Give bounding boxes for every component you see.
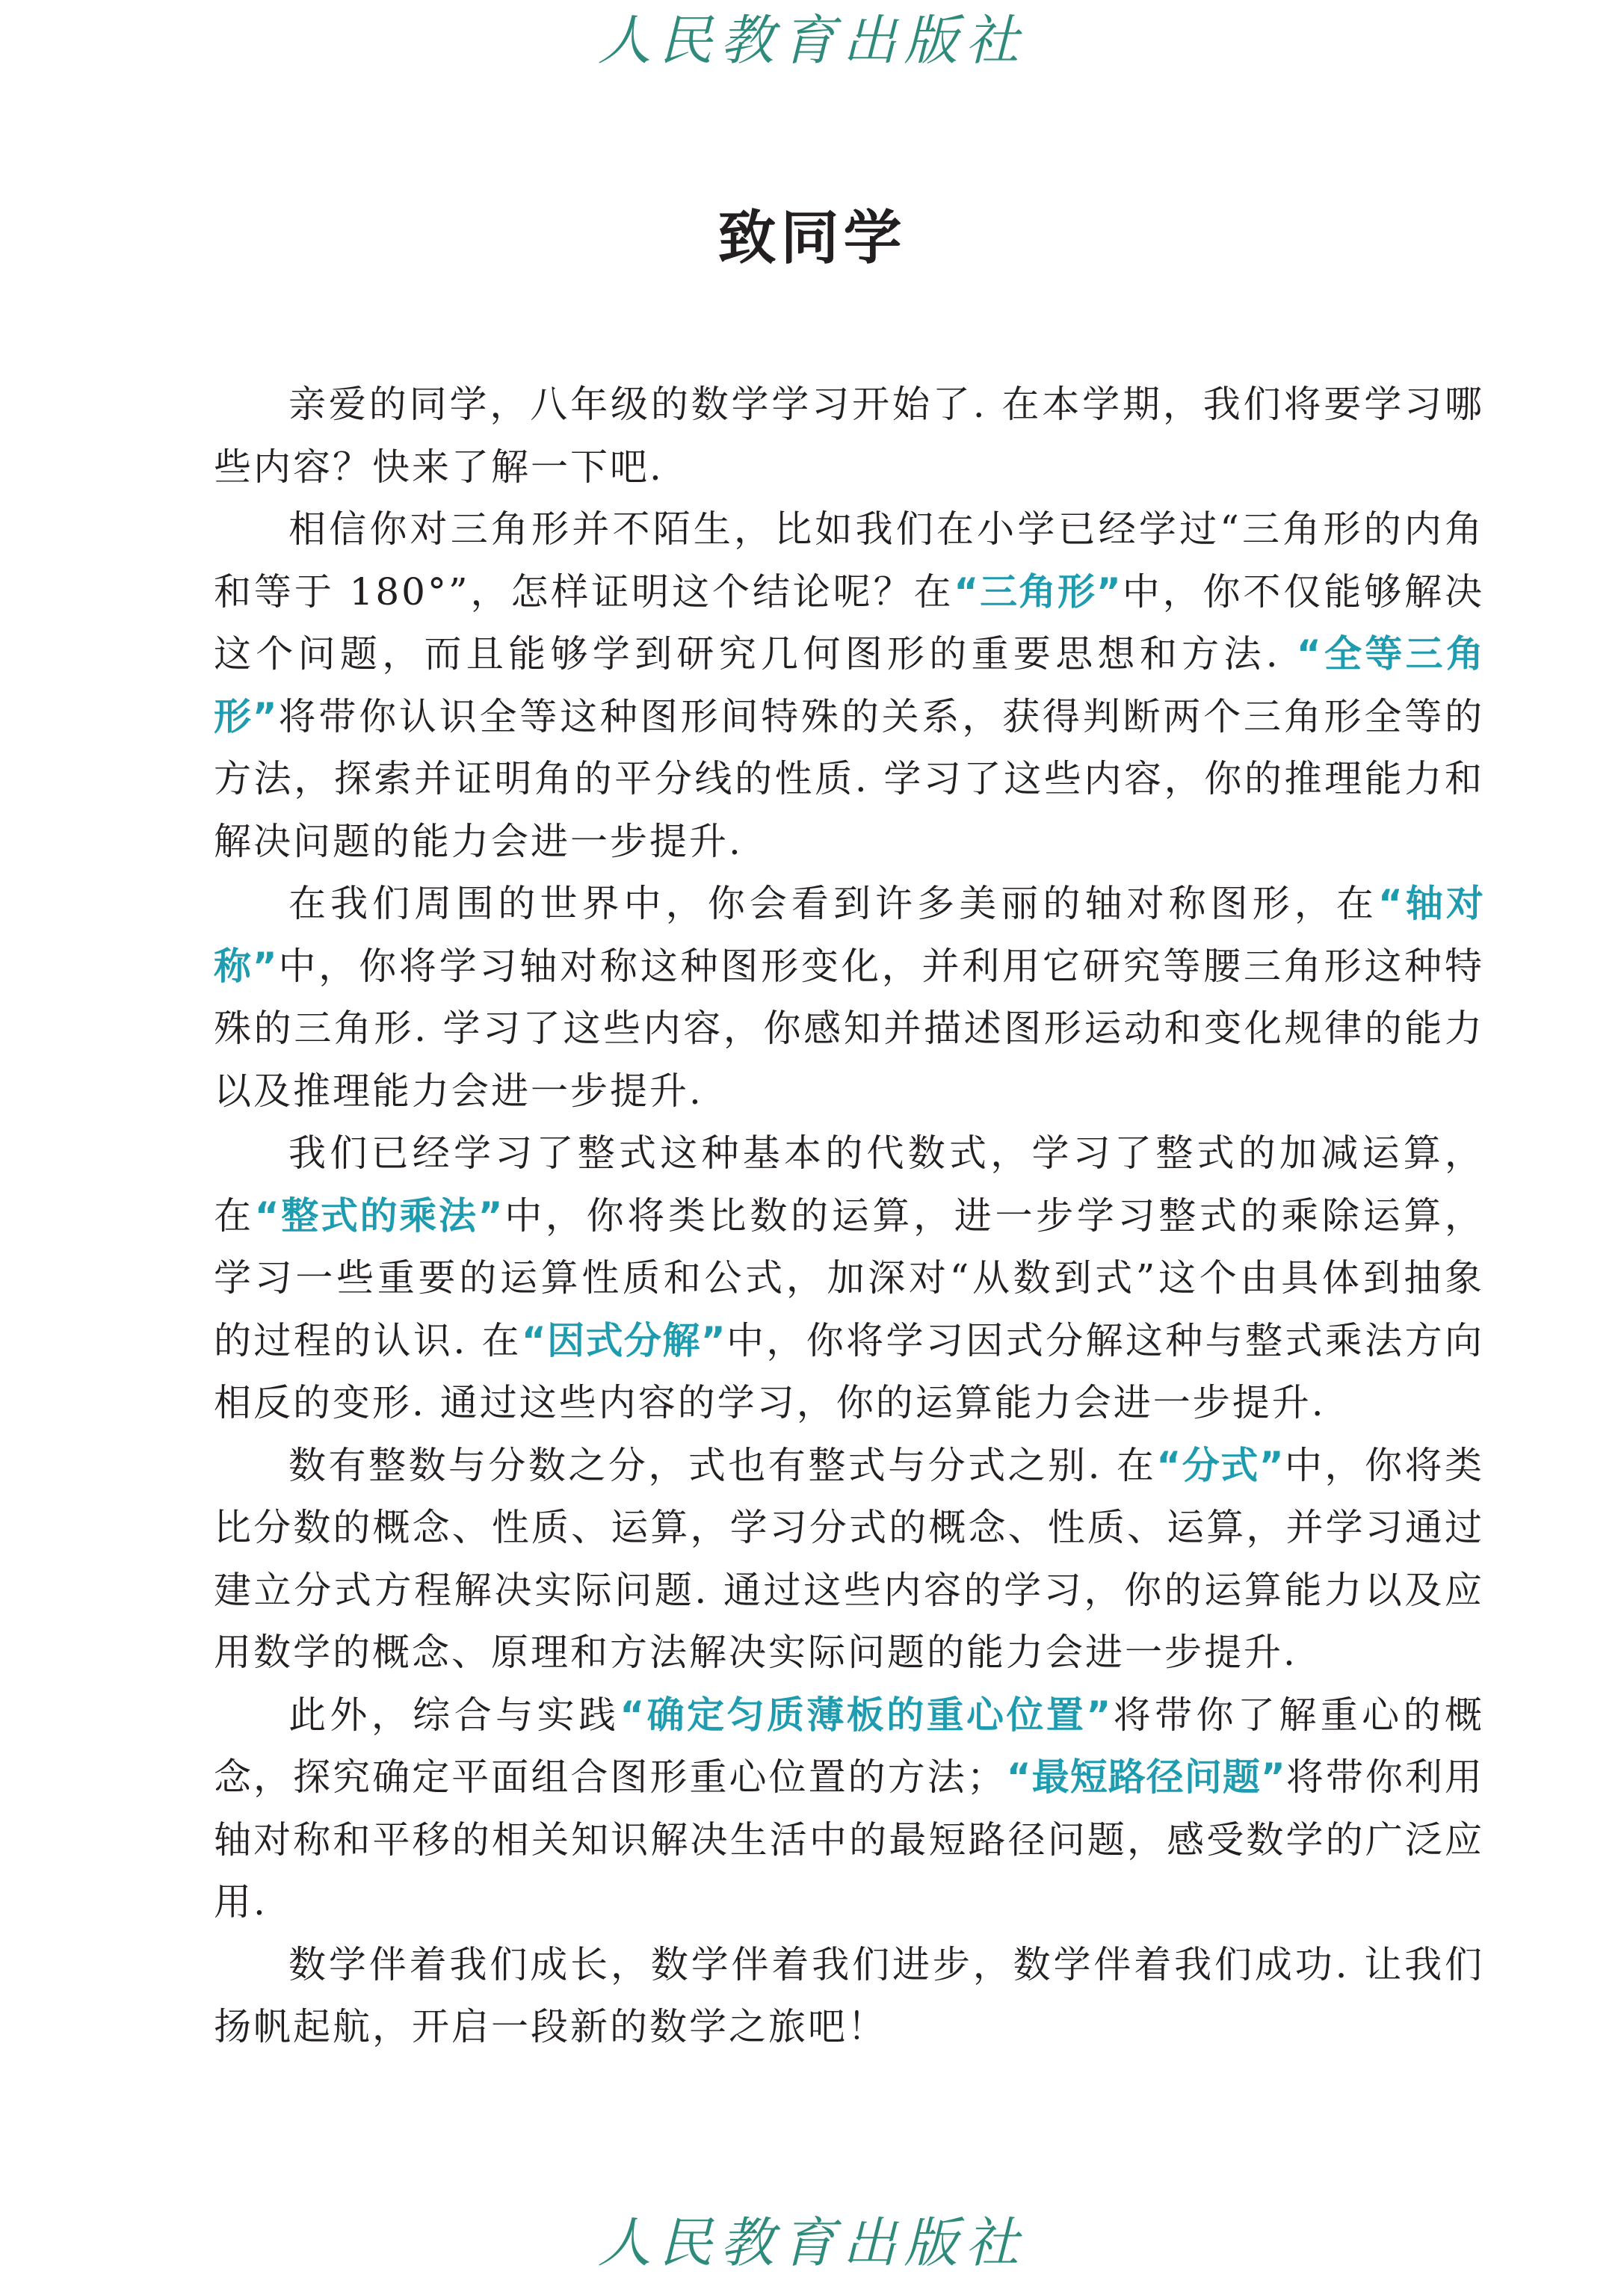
paragraph-text: 中，你将学习因式分解这种与整式乘法方向相反的变形. 通过这些内容的学习，你的运算能力会进一步提升.: [214, 1318, 1484, 1424]
paragraph-text: 亲爱的同学，八年级的数学学习开始了. 在本学期，我们将要学习哪些内容？快来了解一下吧.: [214, 383, 1484, 489]
paragraph: [214, 374, 1484, 498]
paragraph: [214, 1934, 1484, 2059]
chapter-title-highlight: “分式”: [1156, 1443, 1285, 1487]
chapter-title-highlight: “因式分解”: [521, 1318, 726, 1362]
chapter-title-highlight: “三角形”: [954, 569, 1122, 614]
paragraph-text: 我们已经学习了整式这种基本的代数式，学习了整式的加减运算，在: [214, 1131, 1484, 1238]
page-title: 致同学: [717, 204, 907, 273]
chapter-title-highlight: “最短路径问题”: [1006, 1755, 1286, 1799]
letter-body: [214, 374, 1484, 2059]
paragraph: [214, 1122, 1484, 1435]
paragraph-text: 此外，综合与实践: [288, 1693, 620, 1737]
chapter-title-highlight: “整式的乘法”: [254, 1193, 504, 1238]
paragraph-text: 在我们周围的世界中，你会看到许多美丽的轴对称图形，在: [288, 882, 1378, 925]
publisher-logo-bottom: 人民教育出版社: [597, 2211, 1027, 2274]
paragraph-text: 数学伴着我们成长，数学伴着我们进步，数学伴着我们成功. 让我们扬帆起航，开启一段新的数学之旅吧！: [214, 1942, 1484, 2048]
publisher-logo-top: 人民教育出版社: [597, 9, 1027, 72]
paragraph-text: 将带你认识全等这种图形间特殊的关系，获得判断两个三角形全等的方法，探索并证明角的平分线的性质. 学习了这些内容，你的推理能力和解决问题的能力会进一步提升.: [214, 694, 1484, 863]
chapter-title-highlight: “轴对称”: [214, 882, 1484, 988]
paragraph-text: 中，你将类比数的运算，进一步学习整式的乘除运算，学习一些重要的运算性质和公式，加深对“从数到式”这个由具体到抽象的过程的认识. 在: [214, 1193, 1484, 1362]
chapter-title-highlight: “确定匀质薄板的重心位置”: [620, 1693, 1112, 1737]
chapter-title-highlight: “全等三角形”: [214, 632, 1484, 738]
paragraph-text: 中，你将类比分数的概念、性质、运算，学习分式的概念、性质、运算，并学习通过建立分式方程解决实际问题. 通过这些内容的学习，你的运算能力以及应用数学的概念、原理和方法解决实际问题的能力会进一步提升.: [214, 1443, 1484, 1674]
paragraph: [214, 1684, 1484, 1934]
paragraph-text: 相信你对三角形并不陌生，比如我们在小学已经学过“三角形的内角和等于 180°”，怎样证明这个结论呢？在: [214, 507, 1484, 614]
paragraph: [214, 1435, 1484, 1684]
paragraph-text: 数有整数与分数之分，式也有整式与分式之别. 在: [288, 1443, 1157, 1487]
paragraph-text: 中，你将学习轴对称这种图形变化，并利用它研究等腰三角形这种特殊的三角形. 学习了这些内容，你感知并描述图形运动和变化规律的能力以及推理能力会进一步提升.: [214, 944, 1484, 1113]
paragraph-text: 将带你了解重心的概念，探究确定平面组合图形重心位置的方法；: [214, 1693, 1485, 1799]
paragraph-text: 中，你不仅能够解决这个问题，而且能够学到研究几何图形的重要思想和方法.: [214, 569, 1484, 676]
paragraph-text: 将带你利用轴对称和平移的相关知识解决生活中的最短路径问题，感受数学的广泛应用.: [214, 1755, 1485, 1924]
paragraph: [214, 498, 1484, 873]
paragraph: [214, 873, 1484, 1122]
